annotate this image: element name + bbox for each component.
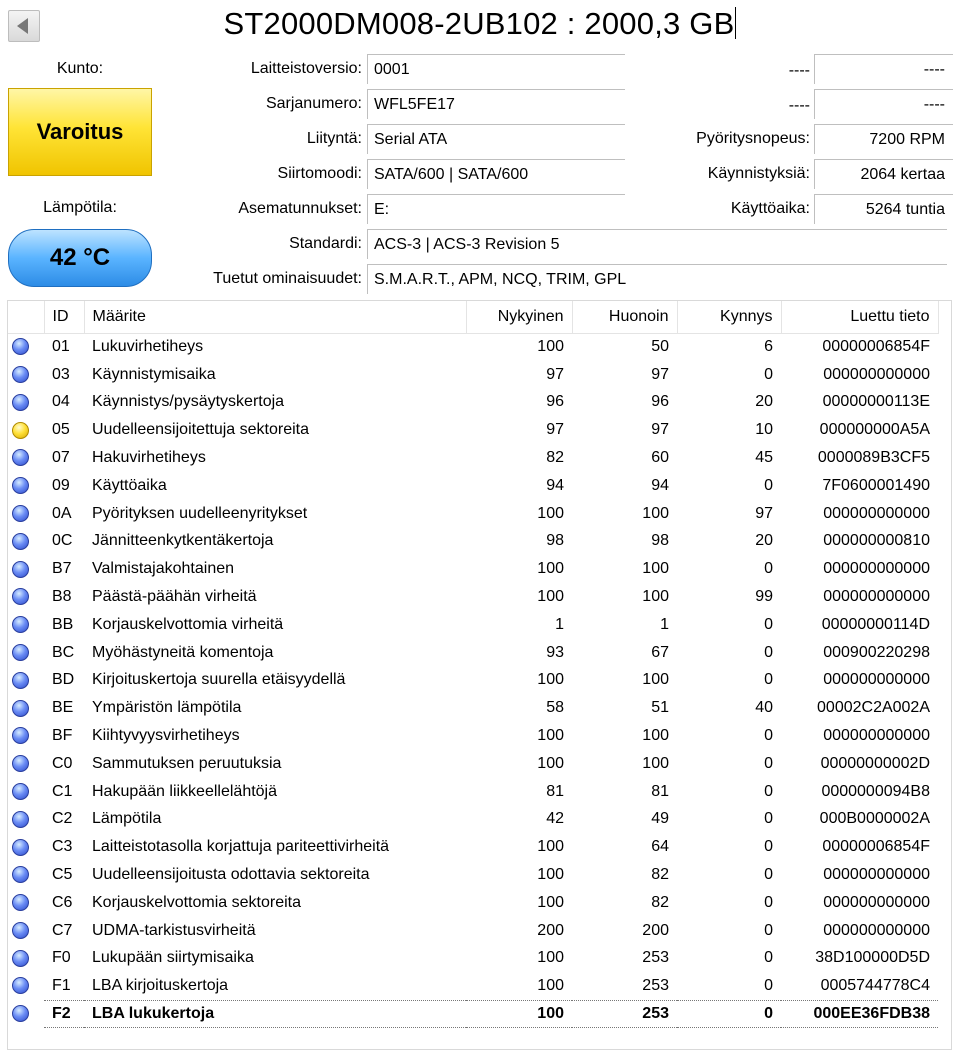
cell-current: 100 [537, 866, 564, 884]
cell-status [8, 861, 44, 889]
cell-status [8, 806, 44, 834]
page-title: ST2000DM008-2UB102 : 2000,3 GB [223, 6, 735, 41]
cell-id: C2 [52, 810, 73, 828]
cell-id: BC [52, 643, 75, 661]
good-status-icon [12, 616, 29, 633]
cell-worst: 100 [642, 560, 669, 578]
firmware-field: 0001 [367, 54, 625, 84]
table-row[interactable] [8, 806, 938, 834]
standard-field: ACS-3 | ACS-3 Revision 5 [367, 229, 947, 259]
table-header-row [8, 301, 938, 333]
standard-label: Standardi: [289, 235, 362, 252]
cell-raw: 000000000000 [823, 893, 930, 911]
cell-threshold: 0 [764, 365, 773, 383]
health-label: Kunto: [56, 60, 104, 77]
table-row[interactable] [8, 889, 938, 917]
cell-id: F2 [44, 1000, 84, 1028]
table-row[interactable] [8, 361, 938, 389]
column-header-current[interactable]: Nykyinen [466, 301, 572, 333]
serial-field: WFL5FE17 [367, 89, 625, 119]
features-field: S.M.A.R.T., APM, NCQ, TRIM, GPL [367, 264, 947, 294]
cell-worst: 67 [651, 643, 669, 661]
cell-threshold: 0 [764, 810, 773, 828]
table-row[interactable] [8, 528, 938, 556]
cell-id: C1 [52, 782, 73, 800]
cell-attribute: UDMA-tarkistusvirheitä [92, 921, 256, 939]
power-on-hours-field: 5264 tuntia [814, 194, 953, 224]
good-status-icon [12, 533, 29, 550]
cell-threshold: 99 [755, 588, 773, 606]
cell-raw: 000000000000 [823, 504, 930, 522]
good-status-icon [12, 449, 29, 466]
cell-threshold: 0 [677, 1000, 781, 1028]
cell-id: F0 [52, 949, 71, 967]
cell-raw: 000900220298 [823, 643, 930, 661]
cell-raw: 000000000000 [823, 727, 930, 745]
good-status-icon [12, 644, 29, 661]
cell-status [8, 528, 44, 556]
cell-current: 42 [546, 810, 564, 828]
cell-current: 100 [537, 754, 564, 772]
cell-current: 97 [546, 421, 564, 439]
cell-attribute: Kiihtyvyysvirhetiheys [92, 727, 240, 745]
cell-id: BE [52, 699, 74, 717]
good-status-icon [12, 672, 29, 689]
cell-threshold: 0 [764, 782, 773, 800]
table-row[interactable] [8, 667, 938, 695]
cell-threshold: 40 [755, 699, 773, 717]
cell-attribute: Sammutuksen peruutuksia [92, 754, 282, 772]
cell-threshold: 0 [764, 838, 773, 856]
firmware-label: Laitteistoversio: [250, 60, 362, 77]
cell-attribute: Ympäristön lämpötila [92, 699, 242, 717]
good-status-icon [12, 811, 29, 828]
cell-attribute: Pyörityksen uudelleenyritykset [92, 504, 308, 522]
cell-status [8, 1000, 44, 1028]
good-status-icon [12, 505, 29, 522]
cell-raw: 0000089B3CF5 [817, 449, 930, 467]
cell-raw: 00002C2A002A [817, 699, 930, 717]
cell-current: 1 [555, 615, 564, 633]
good-status-icon [12, 700, 29, 717]
cell-attribute: Valmistajakohtainen [92, 560, 235, 578]
good-status-icon [12, 1005, 29, 1022]
cell-current: 98 [546, 532, 564, 550]
cell-threshold: 0 [764, 976, 773, 994]
column-header-status[interactable] [8, 301, 44, 333]
cell-status [8, 889, 44, 917]
smart-attributes-table[interactable] [7, 300, 952, 1050]
cell-status [8, 500, 44, 528]
cell-status [8, 389, 44, 417]
cell-worst: 100 [642, 504, 669, 522]
cell-worst: 100 [642, 727, 669, 745]
column-header-worst[interactable]: Huonoin [572, 301, 677, 333]
table-row[interactable] [8, 500, 938, 528]
cell-attribute: Laitteistotasolla korjattuja pariteettivirheitä [92, 838, 390, 856]
good-status-icon [12, 950, 29, 967]
cell-attribute: Päästä-päähän virheitä [92, 588, 257, 606]
good-status-icon [12, 727, 29, 744]
cell-id: B7 [52, 560, 72, 578]
cell-current: 200 [537, 921, 564, 939]
cell-raw: 000000000000 [823, 365, 930, 383]
cell-threshold: 0 [764, 560, 773, 578]
cell-attribute: LBA lukukertoja [84, 1000, 466, 1028]
good-status-icon [12, 866, 29, 883]
good-status-icon [12, 366, 29, 383]
cell-raw: 00000000002D [820, 754, 930, 772]
cell-status [8, 667, 44, 695]
column-header-threshold[interactable]: Kynnys [677, 301, 781, 333]
table-row[interactable] [8, 917, 938, 945]
cell-status [8, 472, 44, 500]
cell-id: C0 [52, 754, 73, 772]
cell-threshold: 0 [764, 643, 773, 661]
cell-current: 100 [537, 893, 564, 911]
temperature-label: Lämpötila: [43, 199, 117, 216]
cell-id: 0A [52, 504, 72, 522]
cell-attribute: Hakupään liikkeellelähtöjä [92, 782, 278, 800]
cell-threshold: 45 [755, 449, 773, 467]
cell-raw: 0000000094B8 [821, 782, 930, 800]
cell-status [8, 722, 44, 750]
cell-worst: 64 [651, 838, 669, 856]
good-status-icon [12, 338, 29, 355]
cell-status [8, 611, 44, 639]
cell-attribute: Lämpötila [92, 810, 162, 828]
cell-status [8, 416, 44, 444]
cell-attribute: Uudelleensijoitettuja sektoreita [92, 421, 310, 439]
cell-raw: 0005744778C4 [820, 976, 930, 994]
cell-raw: 000000000A5A [819, 421, 930, 439]
cell-current: 100 [466, 1000, 572, 1028]
column-header-attribute[interactable]: Määrite [84, 301, 466, 333]
cell-status [8, 639, 44, 667]
cell-current: 58 [546, 699, 564, 717]
table-row[interactable] [8, 778, 938, 806]
cell-current: 100 [537, 838, 564, 856]
cell-attribute: Myöhästyneitä komentoja [92, 643, 274, 661]
cell-id: 04 [52, 393, 70, 411]
cell-status [8, 361, 44, 389]
drive-letter-field: E: [367, 194, 625, 224]
cell-threshold: 0 [764, 866, 773, 884]
good-status-icon [12, 922, 29, 939]
cell-worst: 96 [651, 393, 669, 411]
cell-status [8, 945, 44, 973]
cell-worst: 253 [572, 1000, 677, 1028]
cell-raw: 000000000810 [823, 532, 930, 550]
cell-threshold: 97 [755, 504, 773, 522]
rotation-rate-label: Pyöritysnopeus: [696, 130, 810, 147]
cell-threshold: 0 [764, 921, 773, 939]
good-status-icon [12, 394, 29, 411]
transfer-mode-label: Siirtomoodi: [277, 165, 362, 182]
cell-id: BB [52, 615, 74, 633]
table-row[interactable] [8, 972, 938, 1000]
cell-worst: 253 [642, 949, 669, 967]
table-row[interactable] [8, 639, 938, 667]
serial-label: Sarjanumero: [265, 95, 362, 112]
cell-id: 05 [52, 421, 70, 439]
cell-status [8, 778, 44, 806]
transfer-mode-field: SATA/600 | SATA/600 [367, 159, 625, 189]
cell-threshold: 0 [764, 476, 773, 494]
cell-current: 81 [546, 782, 564, 800]
power-on-hours-label: Käyttöaika: [730, 200, 810, 217]
cell-worst: 82 [651, 866, 669, 884]
table-row[interactable] [8, 333, 938, 361]
cell-id: BF [52, 727, 73, 745]
cell-status [8, 833, 44, 861]
good-status-icon [12, 839, 29, 856]
cell-attribute: Lukuvirhetiheys [92, 338, 204, 356]
drive-letter-label: Asematunnukset: [238, 200, 362, 217]
cell-current: 100 [537, 504, 564, 522]
cell-id: C5 [52, 866, 73, 884]
cell-attribute: Hakuvirhetiheys [92, 449, 206, 467]
cell-worst: 100 [642, 671, 669, 689]
cell-attribute: Kirjoituskertoja suurella etäisyydellä [92, 671, 346, 689]
table-row[interactable] [8, 694, 938, 722]
cell-status [8, 917, 44, 945]
cell-current: 94 [546, 476, 564, 494]
cell-current: 93 [546, 643, 564, 661]
good-status-icon [12, 755, 29, 772]
cell-status [8, 583, 44, 611]
table-row[interactable] [8, 555, 938, 583]
cell-threshold: 0 [764, 949, 773, 967]
good-status-icon [12, 783, 29, 800]
cell-status [8, 555, 44, 583]
interface-field: Serial ATA [367, 124, 625, 154]
cell-attribute: Uudelleensijoitusta odottavia sektoreita [92, 866, 370, 884]
cell-threshold: 0 [764, 615, 773, 633]
right-field-2-label: ---- [788, 97, 810, 114]
temperature-badge[interactable]: 42 °C [8, 229, 152, 287]
cell-attribute: Korjauskelvottomia virheitä [92, 615, 284, 633]
cell-id: B8 [52, 588, 72, 606]
table-row[interactable] [8, 611, 938, 639]
cell-worst: 60 [651, 449, 669, 467]
good-status-icon [12, 977, 29, 994]
cell-status [8, 694, 44, 722]
cell-attribute: LBA kirjoituskertoja [92, 976, 229, 994]
cell-worst: 81 [651, 782, 669, 800]
cell-worst: 97 [651, 421, 669, 439]
power-on-count-label: Käynnistyksiä: [707, 165, 810, 182]
good-status-icon [12, 561, 29, 578]
cell-id: 0C [52, 532, 73, 550]
cell-attribute: Korjauskelvottomia sektoreita [92, 893, 301, 911]
cell-threshold: 10 [755, 421, 773, 439]
cell-raw: 000000000000 [823, 560, 930, 578]
cell-raw: 00000000114D [821, 615, 930, 633]
cell-threshold: 6 [764, 338, 773, 356]
cell-current: 100 [537, 976, 564, 994]
cell-raw: 000000000000 [823, 671, 930, 689]
cell-current: 100 [537, 588, 564, 606]
cell-threshold: 20 [755, 393, 773, 411]
cell-current: 97 [546, 365, 564, 383]
cell-id: C3 [52, 838, 73, 856]
cell-worst: 94 [651, 476, 669, 494]
table-row[interactable] [8, 750, 938, 778]
cell-raw: 00000006854F [822, 338, 930, 356]
cell-id: C6 [52, 893, 73, 911]
cell-raw: 38D100000D5D [815, 949, 930, 967]
cell-status [8, 972, 44, 1000]
column-header-id[interactable]: ID [44, 301, 84, 333]
cell-id: 01 [52, 338, 70, 356]
cell-id: 09 [52, 476, 70, 494]
cell-worst: 51 [651, 699, 669, 717]
cell-status [8, 750, 44, 778]
cell-worst: 253 [642, 976, 669, 994]
cell-worst: 49 [651, 810, 669, 828]
cell-worst: 100 [642, 588, 669, 606]
cell-raw: 000000000000 [823, 588, 930, 606]
table-row[interactable] [8, 416, 938, 444]
table-row[interactable] [8, 583, 938, 611]
cell-raw: 00000006854F [822, 838, 930, 856]
good-status-icon [12, 588, 29, 605]
cell-raw: 000B0000002A [819, 810, 930, 828]
good-status-icon [12, 477, 29, 494]
cell-id: 03 [52, 365, 70, 383]
interface-label: Liityntä: [306, 130, 362, 147]
cell-threshold: 20 [755, 532, 773, 550]
cell-threshold: 0 [764, 893, 773, 911]
rotation-rate-field: 7200 RPM [814, 124, 953, 154]
column-header-raw[interactable]: Luettu tieto [781, 301, 938, 333]
cell-id: 07 [52, 449, 70, 467]
good-status-icon [12, 894, 29, 911]
cell-current: 100 [537, 671, 564, 689]
cell-threshold: 0 [764, 754, 773, 772]
cell-current: 82 [546, 449, 564, 467]
right-field-1-value: ---- [814, 54, 953, 84]
health-status-badge[interactable]: Varoitus [8, 88, 152, 176]
text-cursor [735, 7, 736, 39]
cell-threshold: 0 [764, 671, 773, 689]
table-row[interactable] [8, 833, 938, 861]
cell-current: 96 [546, 393, 564, 411]
cell-id: F1 [52, 976, 71, 994]
cell-raw: 00000000113E [822, 393, 930, 411]
cell-attribute: Lukupään siirtymisaika [92, 949, 254, 967]
cell-attribute: Käyttöaika [92, 476, 167, 494]
cell-id: BD [52, 671, 75, 689]
table-row[interactable] [8, 444, 938, 472]
caution-status-icon [12, 422, 29, 439]
cell-worst: 98 [651, 532, 669, 550]
cell-worst: 97 [651, 365, 669, 383]
table-row[interactable] [8, 472, 938, 500]
right-field-1-label: ---- [788, 62, 810, 79]
cell-attribute: Jännitteenkytkentäkertoja [92, 532, 274, 550]
cell-worst: 50 [651, 338, 669, 356]
cell-current: 100 [537, 338, 564, 356]
cell-id: C7 [52, 921, 73, 939]
cell-status [8, 333, 44, 361]
cell-raw: 000EE36FDB38 [781, 1000, 938, 1028]
cell-raw: 7F0600001490 [822, 476, 930, 494]
cell-current: 100 [537, 560, 564, 578]
table-row[interactable] [8, 861, 938, 889]
table-row[interactable] [8, 1000, 938, 1028]
cell-current: 100 [537, 727, 564, 745]
right-field-2-value: ---- [814, 89, 953, 119]
cell-worst: 100 [642, 754, 669, 772]
cell-raw: 000000000000 [823, 866, 930, 884]
features-label: Tuetut ominaisuudet: [213, 270, 362, 287]
cell-worst: 200 [642, 921, 669, 939]
cell-worst: 82 [651, 893, 669, 911]
cell-raw: 000000000000 [823, 921, 930, 939]
table-row[interactable] [8, 945, 938, 973]
cell-threshold: 0 [764, 727, 773, 745]
cell-attribute: Käynnistys/pysäytyskertoja [92, 393, 285, 411]
table-row[interactable] [8, 389, 938, 417]
cell-worst: 1 [660, 615, 669, 633]
cell-status [8, 444, 44, 472]
table-row[interactable] [8, 722, 938, 750]
power-on-count-field: 2064 kertaa [814, 159, 953, 189]
cell-current: 100 [537, 949, 564, 967]
cell-attribute: Käynnistymisaika [92, 365, 216, 383]
